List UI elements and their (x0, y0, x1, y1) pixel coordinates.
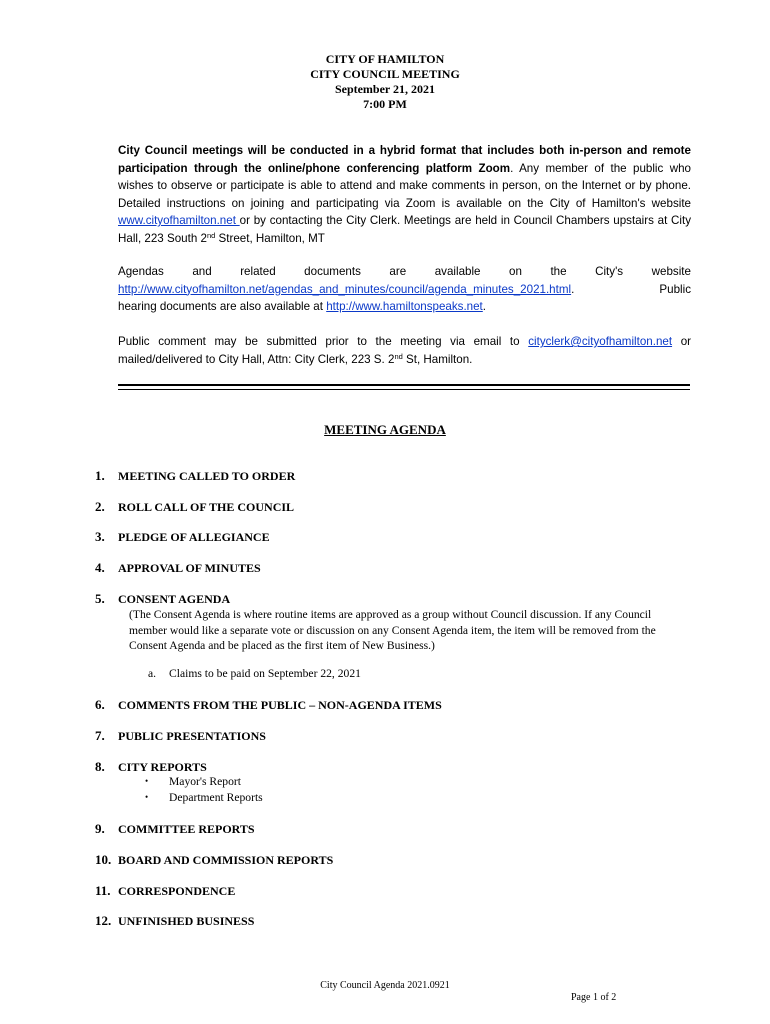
agenda-item (95, 499, 294, 515)
agenda-minutes-link[interactable]: http://www.cityofhamilton.net/agendas_and_minutes/council/agenda_minutes_2021.html (118, 282, 572, 296)
header-date: September 21, 2021 (334, 82, 436, 96)
header-city: CITY OF HAMILTON (325, 52, 445, 66)
document-header (0, 52, 770, 112)
agenda-item (95, 560, 261, 576)
consent-sub-letter: a. (148, 667, 157, 680)
agenda-item-number: 1. (95, 468, 105, 483)
agenda-item (95, 591, 230, 607)
agenda-item-number: 8. (95, 759, 105, 774)
comment-text-2: or mailed/delivered to City Hall, Attn: City Clerk, 223 S. 2 (118, 335, 692, 366)
agenda-item-number: 2. (95, 499, 105, 514)
consent-agenda-note: (The Consent Agenda is where routine items are approved as a group without Council discussion. If any Council member would like a separate vote or discussion on any Consent Agenda item, the item will be removed from the Consent Agenda and be placed as the first item of New Business.) (129, 608, 656, 652)
agendas-word: Agendas (118, 265, 164, 278)
bullet-icon: • (145, 792, 149, 802)
header-time: 7:00 PM (363, 97, 407, 111)
agenda-item-label: COMMENTS FROM THE PUBLIC – NON-AGENDA ITEMS (118, 698, 442, 712)
agendas-word: website (651, 265, 691, 278)
intro-sup: nd (206, 230, 216, 240)
agenda-item-label: BOARD AND COMMISSION REPORTS (118, 853, 334, 867)
agendas-text-2: hearing documents are also available at (118, 300, 327, 313)
intro-paragraph (118, 142, 691, 247)
public-comment-paragraph (118, 333, 691, 368)
agendas-word: City's (595, 265, 624, 278)
agenda-item-number: 3. (95, 529, 105, 544)
footer-doc-name: City Council Agenda 2021.0921 (320, 980, 450, 991)
agenda-item-label: APPROVAL OF MINUTES (118, 561, 261, 575)
page-number: Page 1 of 2 (571, 992, 617, 1003)
agenda-item-number: 11. (95, 883, 111, 898)
agenda-item-label: CONSENT AGENDA (118, 592, 231, 606)
agendas-paragraph (118, 263, 691, 316)
agenda-item-number: 12. (95, 913, 112, 928)
intro-text-2: or by contacting the City Clerk. Meetings are held in Council Chambers upstairs at City Hall, 223 South 2 (118, 214, 691, 245)
intro-text-1: . Any member of the public who wishes to observe or participate is able to attend and make comments in person, on the Internet or by phone. Detailed instructions on joining and participating via Zoom is available on the City of Hamilton's website (118, 161, 691, 210)
agenda-item (95, 759, 207, 775)
agendas-word: on (509, 265, 522, 278)
comment-text-1: Public comment may be submitted prior to the meeting via email to (118, 335, 529, 348)
agenda-item-number: 5. (95, 591, 105, 606)
agenda-item (95, 529, 270, 545)
meeting-agenda-title: MEETING AGENDA (324, 422, 446, 437)
agenda-item (95, 852, 333, 868)
agenda-item-label: MEETING CALLED TO ORDER (118, 469, 296, 483)
hamiltonspeaks-link[interactable]: http://www.hamiltonspeaks.net (326, 300, 483, 313)
agendas-word: related (240, 265, 276, 278)
agenda-item (95, 468, 295, 484)
agendas-word: documents (304, 265, 361, 278)
agendas-text-3: . (482, 300, 487, 313)
cityclerk-email-link[interactable]: cityclerk@cityofhamilton.net (528, 335, 673, 348)
agendas-word: the (550, 265, 567, 278)
header-meeting: CITY COUNCIL MEETING (310, 67, 460, 81)
city-report-item (145, 775, 241, 788)
agenda-item-label: CITY REPORTS (118, 760, 207, 774)
agenda-item-number: 9. (95, 821, 105, 836)
agenda-item (95, 821, 255, 837)
agendas-first-line (118, 263, 691, 281)
intro-text-3: Street, Hamilton, MT (215, 231, 325, 245)
agendas-text-1a: . (571, 282, 575, 296)
agenda-item-number: 7. (95, 728, 105, 743)
agenda-item-label: CORRESPONDENCE (118, 884, 236, 898)
agenda-item-number: 10. (95, 852, 112, 867)
agendas-third-line (118, 298, 691, 316)
divider-thin (118, 389, 690, 390)
agenda-item-label: ROLL CALL OF THE COUNCIL (118, 500, 295, 514)
city-report-text: Mayor's Report (169, 775, 241, 788)
city-report-item (145, 791, 263, 804)
agenda-item (95, 728, 266, 744)
agendas-second-line (118, 281, 691, 299)
comment-text-3: St, Hamilton. (402, 352, 473, 366)
agendas-word: available (434, 265, 481, 278)
agenda-item (95, 697, 442, 713)
agendas-word: and (192, 265, 212, 278)
agendas-text-1b: Public (659, 282, 691, 296)
agenda-item-label: PLEDGE OF ALLEGIANCE (118, 530, 270, 544)
consent-sub-item (148, 667, 361, 680)
agenda-item-label: UNFINISHED BUSINESS (118, 914, 255, 928)
agenda-item-number: 4. (95, 560, 105, 575)
agenda-item-label: COMMITTEE REPORTS (118, 822, 255, 836)
agenda-item (95, 883, 235, 899)
agenda-item-number: 6. (95, 697, 105, 712)
agendas-word: are (389, 265, 407, 278)
bullet-icon: • (145, 776, 149, 786)
divider-thick (118, 384, 690, 386)
city-report-text: Department Reports (169, 791, 263, 804)
intro-bold-text: City Council meetings will be conducted in a hybrid format that includes both in-person and remote participation through the online/phone conferencing platform Zoom (118, 144, 691, 175)
website-link[interactable]: www.cityofhamilton.net (118, 214, 240, 227)
agenda-item (95, 913, 254, 929)
comment-sup: nd (394, 351, 403, 361)
agenda-item-label: PUBLIC PRESENTATIONS (118, 729, 266, 743)
consent-sub-text: Claims to be paid on September 22, 2021 (169, 667, 361, 680)
